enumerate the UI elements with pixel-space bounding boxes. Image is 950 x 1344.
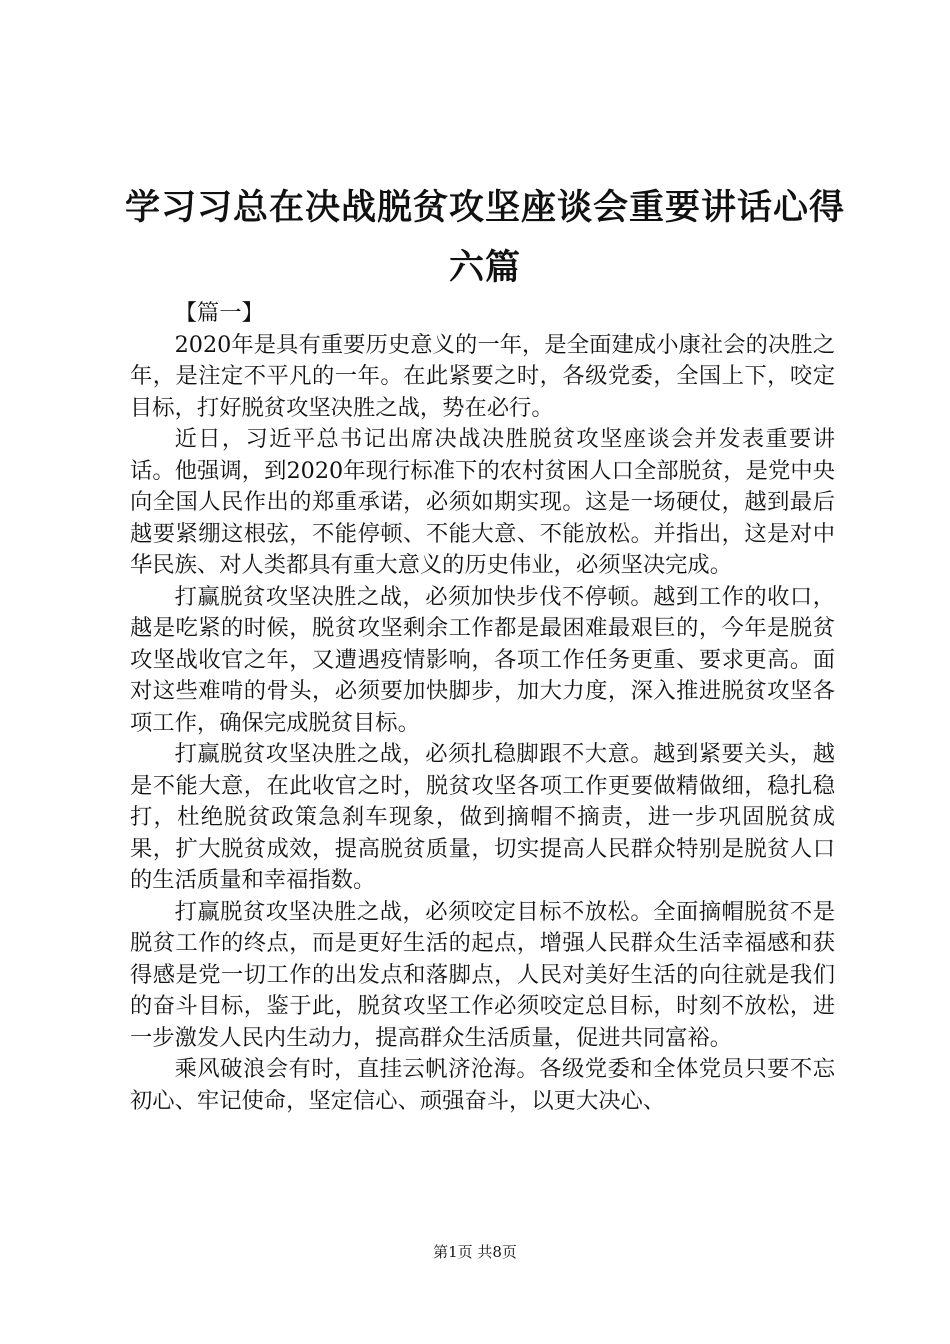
paragraph-5: 打赢脱贫攻坚决胜之战，必须咬定目标不放松。全面摘帽脱贫不是脱贫工作的终点，而是更好生活的起点，增强人民群众生活幸福感和获得感是党一切工作的出发点和落脚点，人民对美好生活的向往就是我们的奋斗目标，鉴于此，脱贫攻坚工作必须咬定总目标，时刻不放松，进一步激发人民内生动力，提高群众生活质量，促进共同富裕。 [130, 898, 835, 1051]
paragraph-1: 2020年是具有重要历史意义的一年，是全面建成小康社会的决胜之年，是注定不平凡的一年。在此紧要之时，各级党委，全国上下，咬定目标，打好脱贫攻坚决胜之战，势在必行。 [130, 331, 835, 421]
document-body [130, 298, 835, 1117]
page-number-footer: 第1页 共8页 [433, 1243, 517, 1261]
paragraph-6: 乘风破浪会有时，直挂云帆济沧海。各级党委和全体党员只要不忘初心、牢记使命，坚定信心、顽强奋斗，以更大决心、 [130, 1056, 835, 1114]
paragraph-2: 近日，习近平总书记出席决战决胜脱贫攻坚座谈会并发表重要讲话。他强调，到2020年现行标准下的农村贫困人口全部脱贫，是党中央向全国人民作出的郑重承诺，必须如期实现。这是一场硬仗，越到最后越要紧绷这根弦，不能停顿、不能大意、不能放松。并指出，这是对中华民族、对人类都具有重大意义的历史伟业，必须坚决完成。 [130, 426, 835, 578]
paragraph-4: 打赢脱贫攻坚决胜之战，必须扎稳脚跟不大意。越到紧要关头，越是不能大意，在此收官之时，脱贫攻坚各项工作更要做精做细，稳扎稳打，杜绝脱贫政策急刹车现象，做到摘帽不摘责，进一步巩固脱贫成果，扩大脱贫成效，提高脱贫质量，切实提高人民群众特别是脱贫人口的生活质量和幸福指数。 [130, 741, 835, 893]
section-label: 【篇一】 [174, 300, 264, 326]
document-title-line-2: 六篇 [448, 248, 521, 288]
paragraph-3: 打赢脱贫攻坚决胜之战，必须加快步伐不停顿。越到工作的收口，越是吃紧的时候，脱贫攻坚剩余工作都是最困难最艰巨的，今年是脱贫攻坚战收官之年，又遭遇疫情影响，各项工作任务更重、要求更高。面对这些难啃的骨头，必须要加快脚步，加大力度，深入推进脱贫攻坚各项工作，确保完成脱贫目标。 [130, 583, 835, 736]
document-title-line-1: 学习习总在决战脱贫攻坚座谈会重要讲话心得 [124, 188, 845, 228]
